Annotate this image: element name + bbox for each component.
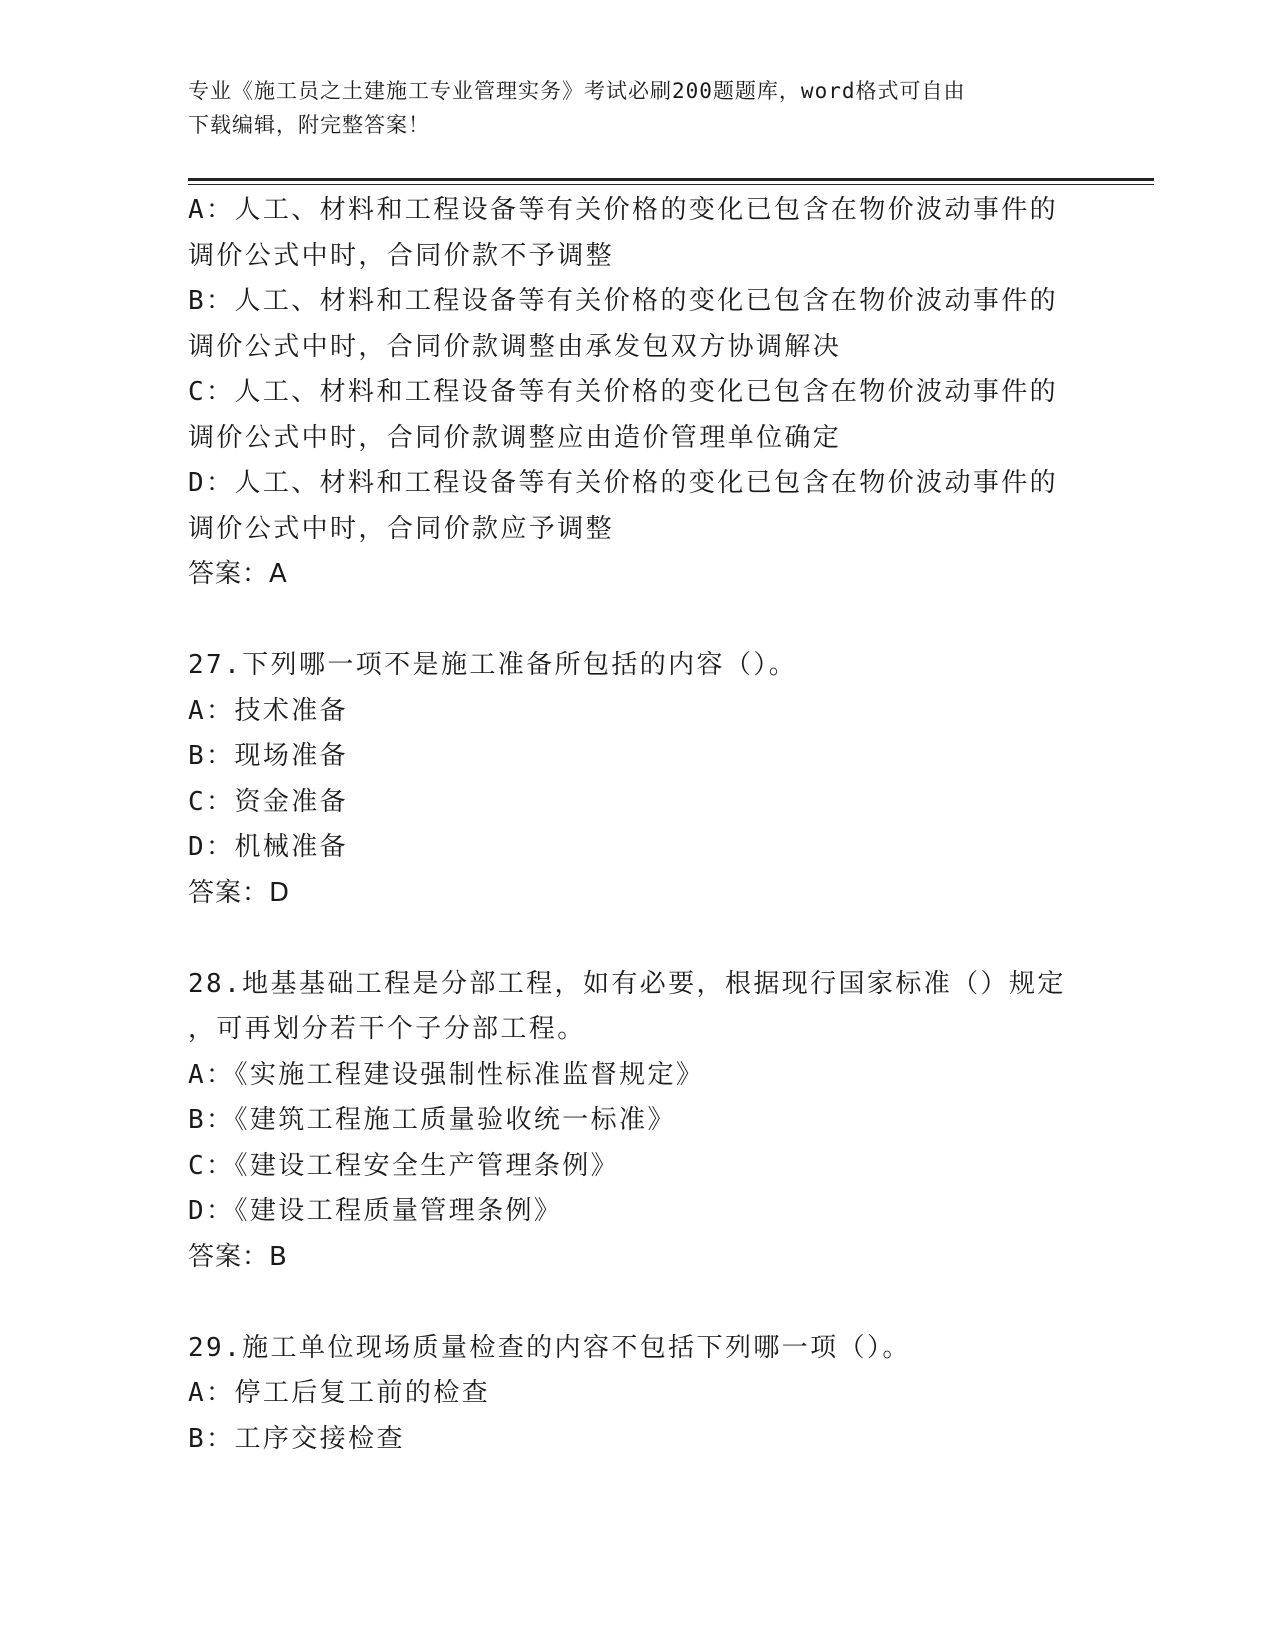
option-d-line-2: 调价公式中时，合同价款应予调整 (188, 513, 615, 544)
spacer (188, 916, 1088, 962)
option-a: A：《实施工程建设强制性标准监督规定》 (188, 1059, 705, 1090)
option-d-line-1: D：人工、材料和工程设备等有关价格的变化已包含在物价波动事件的 (188, 468, 1059, 498)
answer-line: 答案：B (188, 1241, 288, 1272)
header-divider-thin (188, 184, 1154, 185)
option-a-line-2: 调价公式中时，合同价款不予调整 (188, 240, 615, 271)
question-stem-line-2: ，可再划分若干个子分部工程。 (188, 1014, 586, 1044)
option-c: C：资金准备 (188, 786, 349, 817)
question-content (188, 188, 1088, 1462)
option-c-line-2: 调价公式中时，合同价款调整应由造价管理单位确定 (188, 422, 842, 453)
option-d: D：《建设工程质量管理条例》 (188, 1196, 563, 1226)
question-26-block (188, 188, 1088, 598)
question-stem-line-1: 28.地基基础工程是分部工程，如有必要，根据现行国家标准（）规定 (188, 968, 1066, 999)
option-c: C：《建设工程安全生产管理条例》 (188, 1150, 620, 1181)
question-27-block (188, 643, 1088, 916)
option-b-line-2: 调价公式中时，合同价款调整由承发包双方协调解决 (188, 331, 842, 362)
spacer (188, 1280, 1088, 1326)
question-stem: 29.施工单位现场质量检查的内容不包括下列哪一项（）。 (188, 1332, 911, 1363)
option-a: A：停工后复工前的检查 (188, 1378, 491, 1408)
header-divider-thick (188, 178, 1154, 181)
option-a-line-1: A：人工、材料和工程设备等有关价格的变化已包含在物价波动事件的 (188, 195, 1059, 225)
answer-line: 答案：D (188, 877, 291, 908)
document-header (188, 74, 1088, 142)
spacer (188, 598, 1088, 644)
question-stem: 27.下列哪一项不是施工准备所包括的内容（）。 (188, 650, 798, 680)
option-b: B：工序交接检查 (188, 1423, 405, 1454)
header-line-1: 专业《施工员之土建施工专业管理实务》考试必刷200题题库，word格式可自由 (188, 79, 966, 103)
option-a: A：技术准备 (188, 695, 349, 726)
question-29-block (188, 1326, 1088, 1463)
question-28-block (188, 962, 1088, 1281)
option-b: B：《建筑工程施工质量验收统一标准》 (188, 1105, 676, 1135)
option-d: D：机械准备 (188, 832, 349, 862)
option-c-line-1: C：人工、材料和工程设备等有关价格的变化已包含在物价波动事件的 (188, 377, 1059, 407)
header-line-2: 下载编辑，附完整答案！ (188, 113, 430, 137)
option-b: B：现场准备 (188, 741, 349, 771)
answer-line: 答案：A (188, 559, 288, 589)
option-b-line-1: B：人工、材料和工程设备等有关价格的变化已包含在物价波动事件的 (188, 286, 1059, 316)
